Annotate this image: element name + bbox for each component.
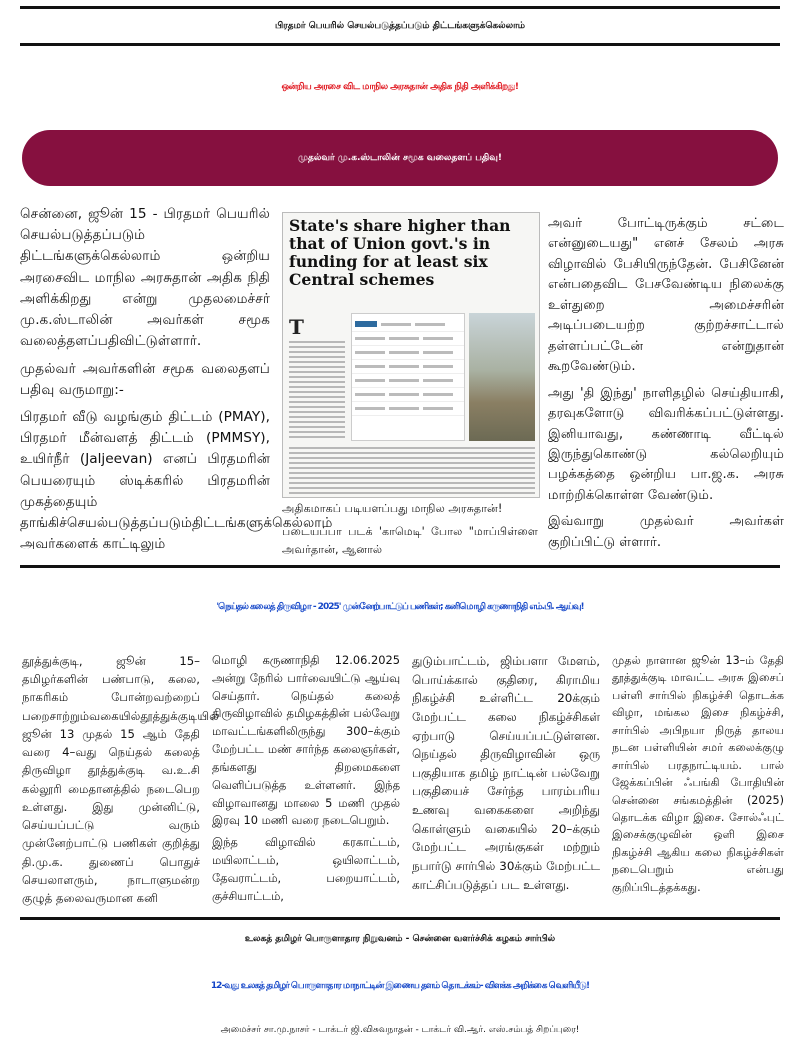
story1-column-3 [548,214,784,559]
paragraph: அது 'தி இந்து' நாளிதழில் செய்தியாகி, தரவுகளோடு விவரிக்கப்பட்டுள்ளது. இனியாவது, கண்ணாடி வீட்டில் இருந்துகொண்டு கல்லெறியும் பழக்கத்தை ஒன்றிய பா.ஜ.க. அரசு மாற்றிக்கொள்ள வேண்டும். [548,385,784,503]
clipping-lower-text [289,447,535,498]
clipping-dropcap: T [289,315,304,339]
clipping-headline: State's share higher than that of Union govt.'s in funding for at least six Central schemes [289,216,511,289]
clipping-standfirst [283,291,539,305]
story2-column-1 [22,652,219,911]
paragraph: துடும்பாட்டம், ஜிம்பளா மேளம், பொய்க்கால் குதிரை, கிராமிய நிகழ்ச்சி உள்ளிட்ட 20க்கும் மேற்பட்ட கலை நிகழ்ச்சிகள் ஏற்பாடு செய்யப்பட்டுள்ளன. நெய்தல் திருவிழாவின் ஒரு பகுதியாக தமிழ் நாட்டின் பல்வேறு பகுதியைச் சேர்ந்த பாரம்பரிய உணவு வகைகளை அறிந்து கொள்ளும் வகையில் 20–க்கும் மேற்பட்ட அரங்குகள் மற்றும் நபார்டு சார்பில் 30க்கும் மேற்பட்ட காட்சிப்படுத்தப் பட உள்ளது. [412,654,600,892]
kicker-headline: பிரதமர் பெயரில் செயல்படுத்தப்படும் திட்டங்களுக்கெல்லாம் [20,6,780,46]
paragraph: இந்த விழாவில் கரகாட்டம், மயிலாட்டம், ஒயிலாட்டம், தேவராட்டம், பறையாட்டம், குச்சியாட்டம், [212,835,400,903]
story2-column-2 [212,652,400,910]
clipping-photo [469,313,535,441]
paragraph: முதல் நாளான ஜூன் 13–ம் தேதி தூத்துக்குடி மாவட்ட அரசு இசைப் பள்ளி சார்பில் நிகழ்ச்சி தொடக்க விழா, மங்கல இசை நிகழ்ச்சி, சார்பில் அபிநயா நிருத் தாலய நடன பள்ளியின் சமர் கலைக்குழு சார்பில் பரதநாட்டியம். பால் ஜேக்கப்பின் ஃபங்கி போதியின் சென்னை சங்கமத்தின் (2025) தொடக்க விழா இசை. சோல்ஃபுட் இசைக்குழுவின் ஒளி இசை நிகழ்ச்சி ஆகிய கலை நிகழ்ச்சிகள் நடைபெறும் என்பது குறிப்பிடத்தக்கது. [612,654,784,894]
newspaper-clipping-image [282,212,540,498]
paragraph: மொழி கருணாநிதி 12.06.2025 அன்று நேரில் பார்வையிட்டு ஆய்வு செய்தார். நெய்தல் கலைத் திருவிழாவில் தமிழகத்தின் பல்வேறு மாவட்டங்களிலிருந்து 300–க்கும் மேற்பட்ட மண் சார்ந்த கலைஞர்கள், தங்களது திறமைகளை வெளிப்படுத்த உள்ளனர். இந்த விழாவானது மாலை 5 மணி முதல் இரவு 10 மணி வரை நடைபெறும். [212,653,400,828]
clipping-table [351,313,465,441]
paragraph: தூத்துக்குடி, ஜூன் 15– தமிழர்களின் பண்பாடு, கலை, நாகரிகம் போன்றவற்றைப் பறைசாற்றும்வகையில்தூத்துக்குடியில் ஜூன் 13 முதல் 15 ஆம் தேதி வரை 4–வது நெய்தல் கலைத் திருவிழா தூத்துக்குடி வ.உ.சி கல்லூரி மைதானத்தில் நடைபெற உள்ளது. இது முன்னிட்டு, செய்யப்பட்டு வரும் முன்னேற்பாட்டு பணிகள் குறித்து தி.மு.க. துணைப் பொதுச் செயலாளரும், நாடாளுமன்ற குழுத் தலைவருமான கனி [22,654,219,906]
paragraph: முதல்வர் அவர்களின் சமூக வலைதளப் பதிவு வருமாறு:- [20,360,270,398]
footer-headline: 12-வது உலகத் தமிழர் பொருளாதார மாநாட்டின் இணைய தளம் தொடக்கம்- விளக்க அறிக்கை வெளியீடு! [210,980,590,991]
paragraph: பிரதமர் வீடு வழங்கும் திட்டம் (PMAY), பிரதமர் மீன்வளத் திட்டம் (PMMSY), உயிர்நீர் (Jaljeevan) எனப் பிரதமரின் பெயரையும் ஸ்டிக்கரில் பிரதமரின் முகத்தையும் தாங்கிச்செயல்படுத்தப்படும்திட்டங்களுக்கெல்லாம் அவர்களைக் காட்டிலும் [20,408,333,553]
paragraph: சென்னை, ஜூன் 15 - பிரதமர் பெயரில் செயல்படுத்தப்படும் திட்டங்களுக்கெல்லாம் ஒன்றிய அரசைவிட மாநில அரசுதான் அதிக நிதி அளிக்கிறது என்று முதலமைச்சர் மு.க.ஸ்டாலின் அவர்கள் சமூக வலைத்தளப்பதிவிட்டுள்ளார். [20,206,270,350]
story1-column-1 [20,204,333,562]
section-divider [20,565,780,568]
paragraph: இவ்வாறு முதல்வர் அவர்கள் குறிப்பிட்டு ள்ளார். [548,514,784,550]
clipping-body [283,305,539,498]
story2-column-3 [412,652,600,898]
paragraph: அதிகமாகப் படியளப்பது மாநில அரசுதான்! [282,502,503,515]
paragraph: படையப்பா படக் 'காமெடி' போல "மாப்பிள்ளை அவர்தான், ஆனால் [282,525,538,556]
section-divider [20,917,780,920]
story2-column-4 [612,652,784,900]
story2-headline: 'நெய்தல் கலைத் திருவிழா - 2025' முன்னேற்பாட்டுப் பணிகள்; கனிமொழி கருணாநிதி எம்.பி. ஆய்வு! [216,601,584,612]
footer-kicker: உலகத் தமிழர் பொருளாதார நிறுவனம் - சென்னை வளர்ச்சிக் கழகம் சார்பில் [244,933,556,944]
footer-subline: அமைச்சர் சா.மு.நாசர் - டாக்டர் ஜி.விசுவநாதன் - டாக்டர் வி.ஆர். எஸ்.சம்பத் சிறப்புரை! [220,1024,580,1035]
story1-column-2 [282,500,538,564]
paragraph: அவர் போட்டிருக்கும் சட்டை என்னுடையது" எனச் சேலம் அரசு விழாவில் பேசியிருந்தேன். பேசினேன் என்பதைவிட பேசவேண்டிய நிலைக்கு உள்துறை அமைச்சரின் அடிப்படையற்ற குற்றச்சாட்டால் தள்ளப்பட்டேன் என்றுதான் கூறவேண்டும். [548,216,784,375]
main-headline: ஒன்றிய அரசை விட மாநில அரசுதான் அதிக நிதி அளிக்கிறது! [281,81,519,92]
subheading-banner: முதல்வர் மு.க.ஸ்டாலின் சமூக வலைதளப் பதிவு! [22,130,778,186]
